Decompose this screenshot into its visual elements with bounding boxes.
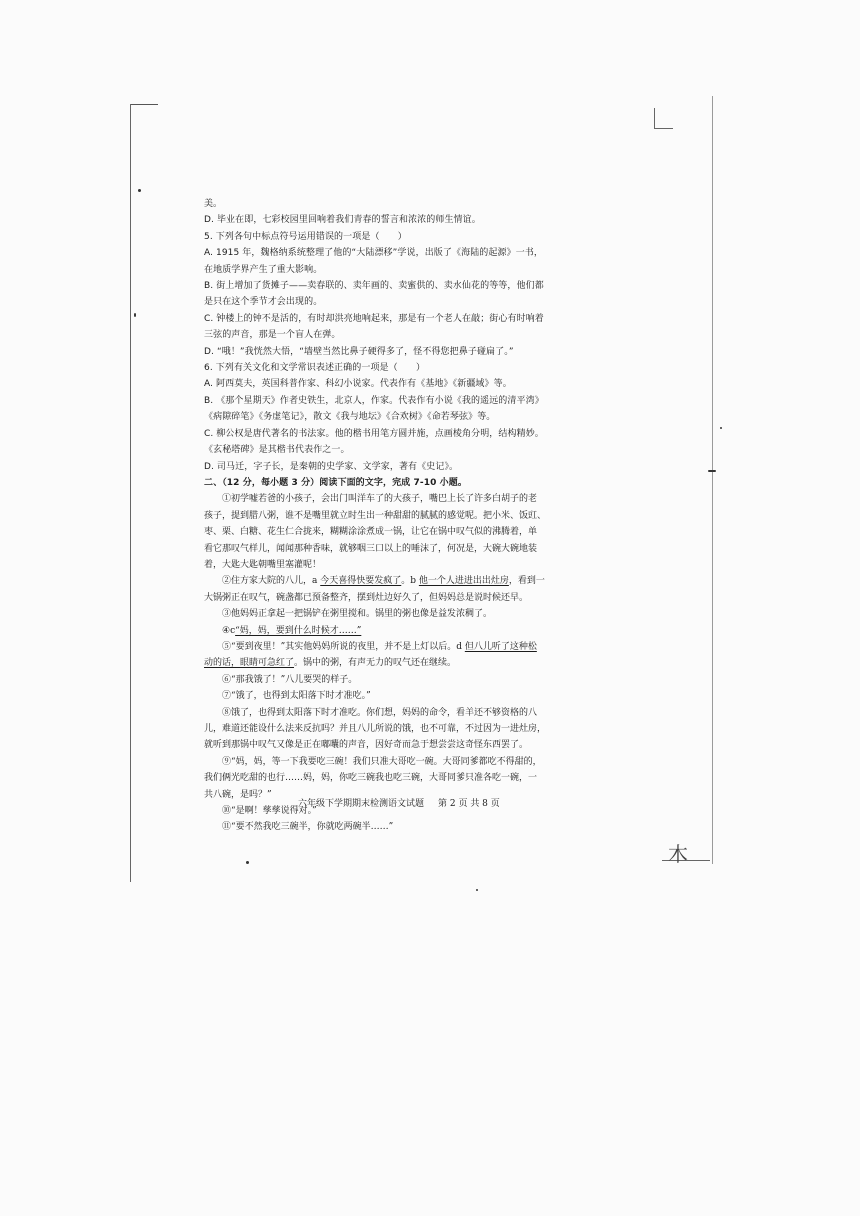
exam-text-body [204,196,606,836]
passage-line: 我们俩光吃甜的也行……妈，妈，你吃三碗我也吃三碗，大哥同爹只准各吃一碗，一 [204,773,538,784]
passage-line: ⑨“妈，妈，等一下我要吃三碗！我们只准大哥吃一碗。大哥同爹都吃不得甜的， [222,756,542,767]
passage-line: 孩子，提到腊八粥，谁不是嘴里就立时生出一种甜甜的腻腻的感觉呢。把小米、饭豇、 [204,510,547,521]
option-line: D. “哦！”我恍然大悟，“墙壁当然比鼻子硬得多了，怪不得您把鼻子碰扁了。” [204,346,514,357]
frame-line-top [130,104,158,105]
passage-line: ⑦“饿了，也得到太阳落下时才准吃。” [222,691,371,702]
option-line: C. 钟楼上的钟不是活的，有时却洪亮地响起来，那是有一个老人在敲；街心有时响着 [204,313,544,324]
option-line: D. 毕业在即，七彩校园里回响着我们青春的誓言和浓浓的师生情谊。 [204,215,481,226]
passage-text: ②住方家大院的八儿，a [222,576,321,587]
scan-speck [720,427,722,429]
passage-text: ⑤“要到夜里！”其实他妈妈所说的夜里，并不是上灯以后。d [222,641,465,652]
underlined-sentence-a: 今天喜得快要发疯了 [320,576,402,587]
scan-speck [246,861,249,864]
option-line: A. 1915 年，魏格纳系统整理了他的“大陆漂移”学说，出版了《海陆的起源》一书， [204,248,544,259]
passage-line: ③他妈妈正拿起一把锅铲在粥里搅和。锅里的粥也像是益发浓稠了。 [222,609,493,620]
passage-line: 儿，难道还能设什么法来反抗吗？并且八儿所说的饿，也不可靠，不过因为一进灶房， [204,724,547,734]
passage-line: 大锅粥正在叹气，碗盏都已预备整齐，摆到灶边好久了，但妈妈总是说时候还早。 [204,592,529,603]
passage-line: ⑩“是啊！孳孳说得对。” [222,806,317,817]
page-footer [298,796,500,809]
passage-line: 就听到那锅中叹气又像是正在嘟囔的声音，因好奇而急于想尝尝这奇怪东西罢了。 [204,740,529,751]
passage-text: ④c [222,625,236,636]
passage-line: 枣、栗、白糖、花生仁合拢来，糊糊涂涂煮成一锅，让它在锅中叹气似的沸腾着，单 [204,527,538,538]
passage-text: ，看到一 [508,576,545,587]
scan-speck [138,189,141,192]
margin-handwritten-mark: 木 [668,842,688,866]
corner-crop-mark [654,108,673,129]
scan-speck [134,313,136,317]
option-line: 是只在这个季节才会出现的。 [204,297,323,308]
underlined-sentence-b: 他一个人进进出出灶房 [418,576,509,587]
option-line: 在地质学界产生了重大影响。 [204,264,323,275]
underlined-sentence-d-cont: 动的话，眼睛可急红了 [204,658,295,669]
frame-line-left [130,104,131,882]
frame-line-right [712,96,713,864]
passage-line: ⑥“那我饿了！”八儿要哭的样子。 [222,674,358,685]
passage-line: 着，大匙大匙朝嘴里塞灌呢！ [204,559,322,570]
scan-speck [708,470,716,472]
option-line: B. 《那个星期天》作者史铁生，北京人，作家。代表作有小说《我的遥远的清平湾》 [204,395,544,406]
passage-line: 看它那叹气样儿，闻闻那种香味，就够咽三口以上的唾沫了，何况是，大碗大碗地装 [204,543,538,554]
question-5: 5. 下列各句中标点符号运用错误的一项是（ ） [204,231,407,242]
footer-exam-title: 六年级下学期期末检测语文试题 [298,799,425,809]
passage-line: ①初学嘘若爸的小孩子，会出门叫洋车了的大孩子，嘴巴上长了许多白胡子的老 [222,494,538,505]
option-line: C. 柳公权是唐代著名的书法家。他的楷书用笔方圆并施，点画棱角分明，结构精妙。 [204,428,544,439]
passage-line [204,623,606,639]
option-line: 三弦的声音，那是一个盲人在弹。 [204,330,341,341]
passage-line: ⑧饿了，也得到太阳落下时才准吃。你们想，妈妈的命令，看羊还不够资格的八 [222,707,538,718]
passage-text: 。锅中的粥，有声无力的叹气还在继续。 [294,658,457,669]
footer-page-number: 第 2 页 共 8 页 [438,799,500,809]
passage-line [204,573,606,589]
option-line: B. 街上增加了货摊子——卖春联的、卖年画的、卖蜜供的、卖水仙花的等等，他们都 [204,281,544,292]
passage-line: 共八碗，是吗？” [204,789,272,800]
section-heading: 二、（12 分，每小题 3 分）阅读下面的文字，完成 7-10 小题。 [204,477,467,488]
passage-text: 。b [401,576,419,587]
option-line: 《病隙碎笔》《务虚笔记》，散文《我与地坛》《合欢树》《命若琴弦》等。 [204,412,496,423]
option-line: D. 司马迁，字子长，是秦朝的史学家、文学家，著有《史记》。 [204,461,459,472]
text-line: 美。 [204,199,223,209]
passage-line: ⑪“要不然我吃三碗半，你就吃两碗半……” [222,822,394,833]
underlined-sentence-d: 但八儿听了这种松 [464,641,537,652]
question-6: 6. 下列有关文化和文学常识表述正确的一项是（ ） [204,363,426,374]
passage-line [204,639,606,655]
underlined-sentence-c: “妈，妈，要到什么时候才……” [235,625,362,636]
scan-speck [476,889,478,891]
option-line: 《玄秘塔碑》是其楷书代表作之一。 [204,445,350,456]
passage-line [204,655,606,671]
option-line: A. 阿西莫夫，英国科普作家、科幻小说家。代表作有《基地》《新疆域》等。 [204,379,512,390]
